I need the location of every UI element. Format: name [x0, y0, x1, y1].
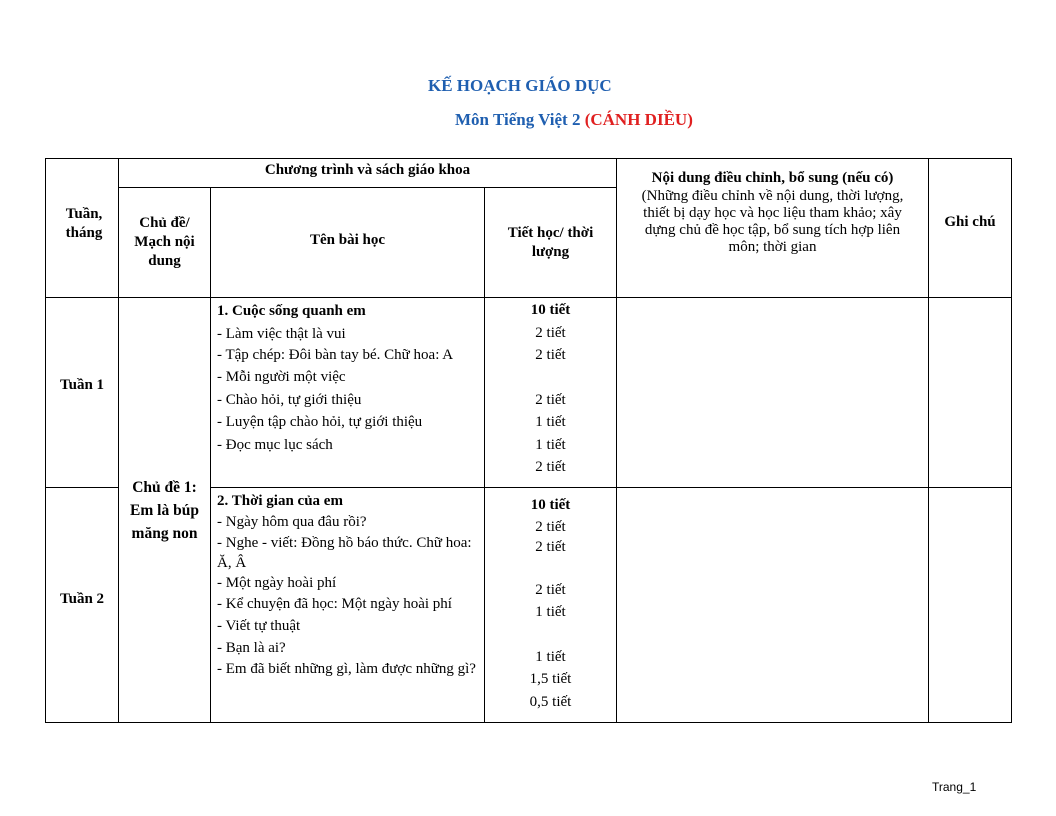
header-periods: Tiết học/ thời lượng [485, 188, 617, 298]
periods-cell: 10 tiết 2 tiết 2 tiết 2 tiết 1 tiết 1 tiết 2 tiết [485, 298, 617, 488]
week-cell: Tuần 2 [46, 488, 119, 723]
subtitle-main: Môn Tiếng Việt 2 [455, 110, 581, 129]
lesson-cell: 2. Thời gian của em - Ngày hôm qua đâu rồi? - Nghe - viết: Đồng hồ báo thức. Chữ hoa: Ă, Â - Một ngày hoài phí - Kể chuyện đã học: Một ngày hoài phí - Viết tự thuật - Bạn là ai? - Em đã biết những gì, làm được những gì? [211, 488, 485, 723]
header-adjustment [617, 159, 929, 298]
notes-cell [929, 488, 1012, 723]
education-plan-table [45, 158, 1012, 723]
page-number: Trang_1 [932, 780, 977, 794]
header-week: Tuần, tháng [46, 159, 119, 298]
topic-cell: Chủ đề 1: Em là búp măng non [119, 298, 211, 723]
adjustment-cell [617, 298, 929, 488]
table-row [46, 298, 1012, 488]
title-text: KẾ HOẠCH GIÁO DỤC [428, 76, 612, 95]
periods-cell: 10 tiết 2 tiết 2 tiết 2 tiết 1 tiết 1 tiết 1,5 tiết 0,5 tiết [485, 488, 617, 723]
header-notes: Ghi chú [929, 159, 1012, 298]
subtitle-highlight: (CÁNH DIỀU) [584, 110, 693, 129]
notes-cell [929, 298, 1012, 488]
document-subtitle [455, 110, 693, 130]
adjustment-title: Nội dung điều chỉnh, bổ sung (nếu có) [651, 170, 894, 186]
adjustment-cell [617, 488, 929, 723]
header-lesson: Tên bài học [211, 188, 485, 298]
adjustment-description: (Những điều chỉnh về nội dung, thời lượng, thiết bị dạy học và học liệu tham khảo; xây dựng chủ đề học tập, bổ sung tích hợp liên môn; thời gian [641, 188, 904, 255]
header-topic: Chủ đề/ Mạch nội dung [119, 188, 211, 298]
lesson-cell: 1. Cuộc sống quanh em - Làm việc thật là vui - Tập chép: Đôi bàn tay bé. Chữ hoa: A - Mỗi người một việc - Chào hỏi, tự giới thiệu - Luyện tập chào hỏi, tự giới thiệu - Đọc mục lục sách [211, 298, 485, 488]
header-program: Chương trình và sách giáo khoa [119, 159, 617, 188]
week-cell: Tuần 1 [46, 298, 119, 488]
